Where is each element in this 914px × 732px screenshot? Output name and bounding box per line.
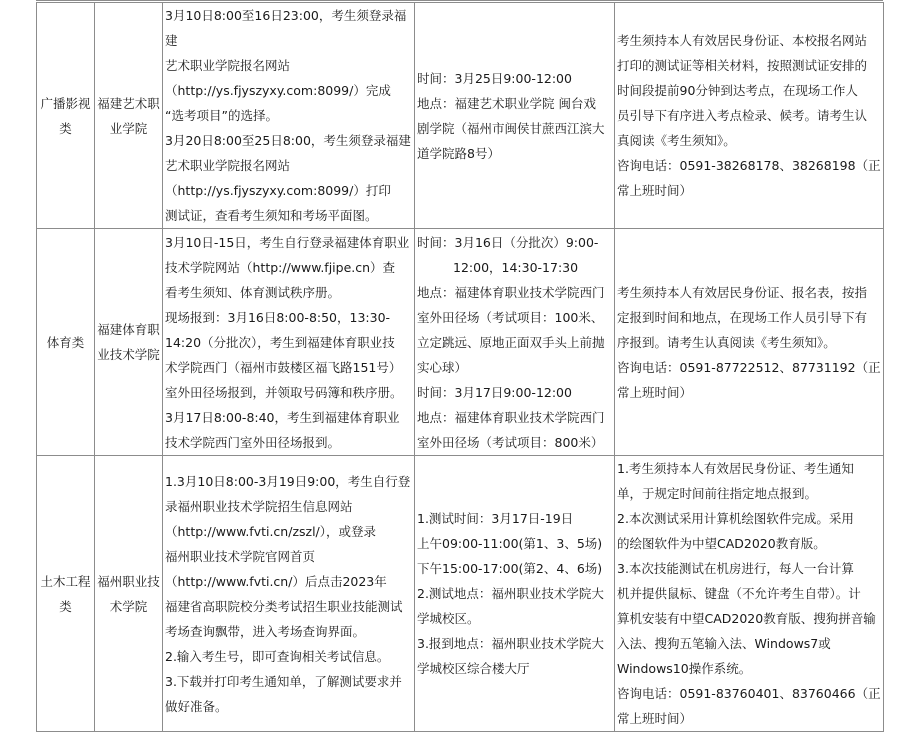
text-line: 14:20（分批次），考生到福建体育职业技 <box>165 334 395 350</box>
text-line: 序报到。请考生认真阅读《考生须知》。 <box>617 334 836 350</box>
text-line: 技术学院网站（http://www.fjipe.cn）查 <box>165 259 396 275</box>
text-line: 剧学院（福州市闽侯甘蔗西江滨大 <box>417 120 605 136</box>
exam-info-table <box>36 2 884 732</box>
text-line: 时间：3月17日9:00-12:00 <box>417 384 572 400</box>
text-line: 常上班时间） <box>617 384 693 400</box>
text-line: 1.测试时间：3月17日-19日 <box>417 511 574 526</box>
text-line: 艺术职业学院报名网站 <box>165 158 291 173</box>
table-row <box>37 3 884 229</box>
text-line: 考场查询飘带，进入考场查询界面。 <box>165 623 366 639</box>
text-line: 3.下载并打印考生通知单，了解测试要求并 <box>165 673 402 689</box>
text-line: 地点：福建体育职业技术学院西门 <box>417 284 605 300</box>
exam-time-place-cell <box>415 456 615 732</box>
text-line: （http://ys.fjyszyxy.com:8099/）完成 <box>165 83 391 98</box>
category-cell: 土木工程类 <box>37 456 95 732</box>
text-line: 测试证，查看考生须知和考场平面图。 <box>165 208 378 223</box>
text-line: 时间段提前90分钟到达考点，在现场工作人 <box>617 83 858 98</box>
text-line: 咨询电话：0591-83760401、83760466（正 <box>617 686 881 701</box>
text-line: 咨询电话：0591-38268178、38268198（正 <box>617 158 881 173</box>
text-line: 1.3月10日8:00-3月19日9:00，考生自行登 <box>165 473 411 489</box>
text-line: 单，于规定时间前往指定地点报到。 <box>617 486 818 501</box>
text-line: 员引导下有序进入考点检录、候考。请考生认 <box>617 108 868 123</box>
text-line: 时间：3月16日（分批次）9:00- <box>417 234 599 250</box>
school-cell: 福建艺术职业学院 <box>95 3 163 229</box>
text-line: 技术学院西门室外田径场报到。 <box>165 434 341 450</box>
text-line: 考生须持本人有效居民身份证、报名表，按指 <box>617 284 868 300</box>
notes-cell <box>615 456 884 732</box>
text-line: 地点：福建体育职业技术学院西门 <box>417 409 605 425</box>
text-line: 道学院路8号） <box>417 145 500 161</box>
text-line: 室外田径场报到，并领取号码簿和秩序册。 <box>165 384 403 400</box>
table-row <box>37 229 884 456</box>
text-line: 时间：3月25日9:00-12:00 <box>417 70 572 86</box>
text-line: 算机安装有中望CAD2020教育版、搜狗拼音输 <box>617 611 876 626</box>
text-line: 下午15:00-17:00(第2、4、6场) <box>417 561 603 576</box>
text-line: 地点：福建艺术职业学院 闽台戏 <box>417 95 596 111</box>
text-line: 立定跳远、原地正面双手头上前抛 <box>417 334 605 350</box>
text-line: 3月20日8:00至25日8:00，考生须登录福建 <box>165 133 411 148</box>
text-line: 定报到时间和地点，在现场工作人员引导下有 <box>617 309 868 325</box>
text-line: Windows10操作系统。 <box>617 661 752 676</box>
text-line: 术学院西门（福州市鼓楼区福飞路151号） <box>165 359 402 375</box>
text-line: 真阅读《考生须知》。 <box>617 133 736 148</box>
text-line: 现场报到：3月16日8:00-8:50，13:30- <box>165 309 391 325</box>
text-line: 看考生须知、体育测试秩序册。 <box>165 284 341 300</box>
text-line: 常上班时间） <box>617 711 693 726</box>
text-line: 打印的测试证等相关材料，按照测试证安排的 <box>617 58 868 73</box>
text-line: （http://www.fvti.cn/）后点击2023年 <box>165 573 387 589</box>
exam-time-place-cell <box>415 3 615 229</box>
text-line: 2.本次测试采用计算机绘图软件完成。采用 <box>617 511 854 526</box>
text-line: 机并提供鼠标、键盘（不允许考生自带）。计 <box>617 586 861 601</box>
exam-time-place-cell <box>415 229 615 456</box>
text-line: 咨询电话：0591-87722512、87731192（正 <box>617 359 881 375</box>
text-line: 3月17日8:00-8:40，考生到福建体育职业 <box>165 409 400 425</box>
notes-cell <box>615 229 884 456</box>
text-line: “选考项目”的选择。 <box>165 108 278 123</box>
notes-cell <box>615 3 884 229</box>
text-line: 的绘图软件为中望CAD2020教育版。 <box>617 536 826 551</box>
school-cell: 福州职业技术学院 <box>95 456 163 732</box>
table-row <box>37 456 884 732</box>
text-line: 2.输入考生号，即可查询相关考试信息。 <box>165 648 390 664</box>
text-line: 3月10日8:00至16日23:00，考生须登录福建 <box>165 8 407 48</box>
text-line: 录福州职业技术学院招生信息网站 <box>165 498 353 514</box>
text-line: （http://ys.fjyszyxy.com:8099/）打印 <box>165 183 391 198</box>
text-line: 学城校区综合楼大厅 <box>417 661 530 676</box>
text-line: 考生须持本人有效居民身份证、本校报名网站 <box>617 33 868 48</box>
text-line: 室外田径场（考试项目：100米、 <box>417 309 604 325</box>
text-line: 1.考生须持本人有效居民身份证、考生通知 <box>617 461 854 476</box>
text-line: 常上班时间） <box>617 183 693 198</box>
text-line: 12:00，14:30-17:30 <box>453 259 579 275</box>
text-line: 3月10日-15日，考生自行登录福建体育职业 <box>165 234 410 250</box>
text-line: 2.测试地点：福州职业技术学院大 <box>417 586 604 601</box>
text-line: 3.报到地点：福州职业技术学院大 <box>417 636 604 651</box>
text-line: 福建省高职院校分类考试招生职业技能测试 <box>165 598 403 614</box>
text-line: 室外田径场（考试项目：800米） <box>417 434 604 450</box>
registration-cell <box>163 456 415 732</box>
text-line: 学城校区。 <box>417 611 480 626</box>
registration-cell <box>163 3 415 229</box>
text-line: （http://www.fvti.cn/zszl/），或登录 <box>165 523 377 539</box>
text-line: 入法、搜狗五笔输入法、Windows7或 <box>617 636 831 651</box>
text-line: 实心球） <box>417 359 468 375</box>
text-line: 艺术职业学院报名网站 <box>165 58 291 73</box>
category-cell: 广播影视类 <box>37 3 95 229</box>
text-line: 福州职业技术学院官网首页 <box>165 548 316 564</box>
text-line: 3.本次技能测试在机房进行，每人一台计算 <box>617 561 854 576</box>
category-cell: 体育类 <box>37 229 95 456</box>
table-top-border <box>36 0 883 1</box>
school-cell: 福建体育职业技术学院 <box>95 229 163 456</box>
text-line: 做好准备。 <box>165 698 228 714</box>
registration-cell <box>163 229 415 456</box>
text-line: 上午09:00-11:00(第1、3、5场) <box>417 536 603 551</box>
